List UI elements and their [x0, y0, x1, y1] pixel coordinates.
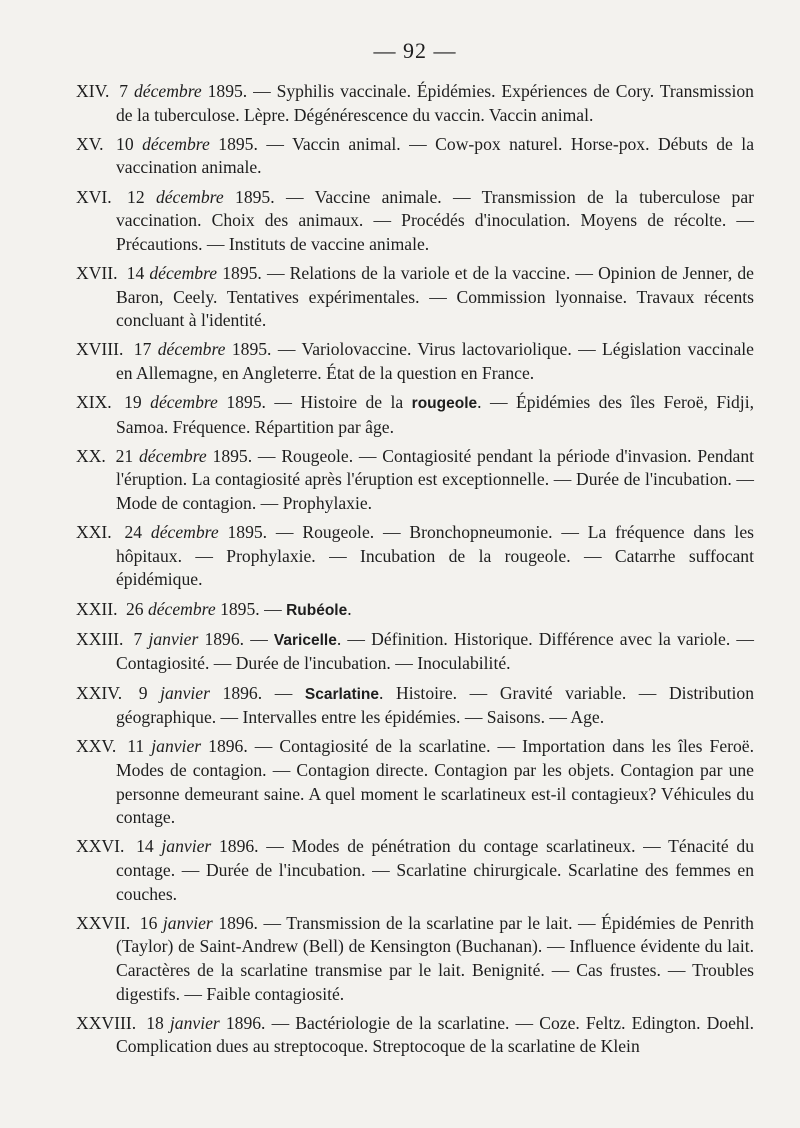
lecture-entry-xix: XIX. 19 décembre 1895. — Histoire de la rougeole. — Épidémies des îles Feroë, Fidji, Samoa. Fréquence. Répartition par âge.	[76, 392, 754, 437]
lecture-entry-xx: XX. 21 décembre 1895. — Rougeole. — Contagiosité pendant la période d'invasion. Pendant l'éruption. La contagiosité après l'éruption est exceptionnelle. — Durée de l'incubation. — Mode de contagion. — Prophylaxie.	[76, 445, 754, 514]
entry-number: XVIII.	[76, 339, 124, 360]
entry-text: Rougeole. — Bronchopneumonie. — La fréquence dans les hôpitaux. — Prophylaxie. — Incubation de la rougeole. — Catarrhe suffocant épidémique.	[116, 522, 754, 590]
entry-date: 14 décembre 1895.	[126, 262, 262, 283]
entry-text: Rougeole. — Contagiosité pendant la période d'invasion. Pendant l'éruption. La contagiosité après l'éruption est exceptionnelle. — Durée de l'incubation. — Mode de contagion. — Prophylaxie.	[116, 445, 754, 514]
entry-text: Variolovaccine. Virus lactovariolique. — Législation vaccinale en Allemagne, en Angleterre. État de la question en France.	[116, 339, 754, 383]
entry-text: Vaccine animale. — Transmission de la tuberculose par vaccination. Choix des animaux. — Procédés d'inoculation. Moyens de récolte. — Précautions. — Instituts de vaccine animale.	[116, 186, 754, 254]
entry-text: Syphilis vaccinale. Épidémies. Expériences de Cory. Transmission de la tuberculose. Lèpre. Dégénérescence du vaccin. Vaccin animal.	[116, 81, 754, 125]
lecture-entry-xxiv: XXIV. 9 janvier 1896. — Scarlatine. Histoire. — Gravité variable. — Distribution géographique. — Intervalles entre les épidémies. — Saisons. — Age.	[76, 682, 755, 728]
entry-bold-term: Scarlatine	[304, 685, 380, 703]
entry-text: Contagiosité de la scarlatine. — Importation dans les îles Feroë. Modes de contagion. — Contagion directe. Contagion par les objets. Contagion par une personne demeurant saine. A quel moment le scarlatineux est-il contagieux? Véhicules du contage.	[116, 736, 754, 828]
entry-date: 7 décembre 1895.	[119, 81, 248, 101]
entry-date: 17 décembre 1895.	[133, 339, 272, 360]
entry-number: XXII.	[76, 598, 118, 619]
entry-number: XXV.	[76, 736, 117, 757]
entry-date: 10 décembre 1895.	[116, 133, 258, 154]
entry-date: 26 décembre 1895.	[125, 598, 260, 619]
entry-number: XXIII.	[76, 628, 124, 649]
entry-number: XV.	[76, 133, 104, 154]
entry-number: XXIV.	[76, 682, 123, 703]
lecture-entry-xxiii: XXIII. 7 janvier 1896. — Varicelle. — Définition. Historique. Différence avec la variole. — Contagiosité. — Durée de l'incubation. — Inoculabilité.	[76, 628, 754, 674]
entry-number: XVI.	[76, 186, 112, 207]
entry-text: Histoire de la	[300, 392, 404, 413]
entry-number: XVII.	[76, 262, 118, 283]
lecture-entry-xvi: XVI. 12 décembre 1895. — Vaccine animale. — Transmission de la tuberculose par vaccination. Choix des animaux. — Procédés d'inoculation. Moyens de récolte. — Précautions. — Instituts de vaccine animale.	[76, 186, 754, 254]
entry-number: XIV.	[76, 81, 110, 101]
entry-number: XX.	[76, 445, 106, 466]
entry-number: XXVIII.	[76, 1012, 137, 1033]
entry-date: 12 décembre 1895.	[127, 186, 275, 207]
lecture-entry-xxii: XXII. 26 décembre 1895. — Rubéole.	[76, 598, 352, 619]
entry-text: Transmission de la scarlatine par le lait. — Épidémies de Penrith (Taylor) de Saint-Andrew (Bell) de Kensington (Buchanan). — Influence évidente du lait. Caractères de la scarlatine transmise par le lait. Benignité. — Cas frustes. — Troubles digestifs. — Faible contagiosité.	[116, 912, 754, 1004]
entry-bold-term: rougeole	[411, 395, 478, 413]
entry-text: Relations de la variole et de la vaccine. — Opinion de Jenner, de Baron, Ceely. Tentatives expérimentales. — Commission lyonnaise. Travaux récents concluant à l'identité.	[116, 262, 754, 331]
entry-number: XXVII.	[76, 912, 131, 933]
lecture-entry-xiv: XIV. 7 décembre 1895. — Syphilis vaccinale. Épidémies. Expériences de Cory. Transmission de la tuberculose. Lèpre. Dégénérescence du vaccin. Vaccin animal.	[76, 81, 754, 125]
entry-text: Vaccin animal. — Cow-pox naturel. Horse-pox. Débuts de la vaccination animale.	[116, 133, 755, 178]
entry-date: 7 janvier 1896.	[133, 628, 245, 649]
entry-date: 18 janvier 1896.	[146, 1012, 266, 1033]
entry-date: 14 janvier 1896.	[136, 836, 259, 857]
entry-text: . — Définition. Historique. Différence avec la variole. — Contagiosité. — Durée de l'incubation. — Inoculabilité.	[116, 628, 754, 674]
entry-text: Modes de pénétration du contage scarlatineux. — Ténacité du contage. — Durée de l'incubation. — Scarlatine chirurgicale. Scarlatine des femmes en couches.	[116, 836, 755, 904]
page-number: — 92 —	[373, 38, 457, 63]
entry-date: 21 décembre 1895.	[115, 445, 253, 466]
lecture-entry-xv: XV. 10 décembre 1895. — Vaccin animal. — Cow-pox naturel. Horse-pox. Débuts de la vaccination animale.	[76, 133, 755, 178]
entry-date: 11 janvier 1896.	[127, 736, 248, 757]
lecture-entry-xxvii: XXVII. 16 janvier 1896. — Transmission de la scarlatine par le lait. — Épidémies de Penrith (Taylor) de Saint-Andrew (Bell) de Kensington (Buchanan). — Influence évidente du lait. Caractères de la scarlatine transmise par le lait. Benignité. — Cas frustes. — Troubles digestifs. — Faible contagiosité.	[76, 912, 754, 1004]
lecture-entry-xxviii: XXVIII. 18 janvier 1896. — Bactériologie de la scarlatine. — Coze. Feltz. Edington. Doehl. Complication dues au streptocoque. Streptocoque de la scarlatine de Klein	[76, 1012, 754, 1057]
entry-date: 24 décembre 1895.	[124, 522, 268, 543]
entry-date: 16 janvier 1896.	[139, 912, 258, 933]
entry-text: Bactériologie de la scarlatine. — Coze. Feltz. Edington. Doehl. Complication dues au streptocoque. Streptocoque de la scarlatine de Klein	[116, 1012, 754, 1057]
entry-number: XXVI.	[76, 836, 125, 857]
entry-bold-term: Varicelle	[273, 631, 337, 649]
entry-date: 9 janvier 1896.	[138, 682, 263, 703]
lecture-entry-xxv: XXV. 11 janvier 1896. — Contagiosité de la scarlatine. — Importation dans les îles Feroë. Modes de contagion. — Contagion directe. Contagion par les objets. Contagion par une personne demeurant saine. A quel moment le scarlatineux est-il contagieux? Véhicules du contage.	[76, 736, 754, 828]
entry-text: .	[347, 598, 352, 619]
entry-bold-term: Rubéole	[286, 601, 348, 619]
entry-text: . Histoire. — Gravité variable. — Distribution géographique. — Intervalles entre les épidémies. — Saisons. — Age.	[116, 682, 755, 728]
lecture-entry-xvii: XVII. 14 décembre 1895. — Relations de la variole et de la vaccine. — Opinion de Jenner, de Baron, Ceely. Tentatives expérimentales. — Commission lyonnaise. Travaux récents concluant à l'identité.	[76, 262, 754, 331]
lecture-entry-xviii: XVIII. 17 décembre 1895. — Variolovaccine. Virus lactovariolique. — Législation vaccinale en Allemagne, en Angleterre. État de la question en France.	[76, 339, 754, 383]
entry-number: XIX.	[76, 392, 112, 413]
lecture-entry-xxi: XXI. 24 décembre 1895. — Rougeole. — Bronchopneumonie. — La fréquence dans les hôpitaux. — Prophylaxie. — Incubation de la rougeole. — Catarrhe suffocant épidémique.	[76, 522, 754, 590]
entry-date: 19 décembre 1895.	[124, 392, 266, 413]
entry-text: . — Épidémies des îles Feroë, Fidji, Samoa. Fréquence. Répartition par âge.	[116, 392, 754, 437]
lecture-entry-xxvi: XXVI. 14 janvier 1896. — Modes de pénétration du contage scarlatineux. — Ténacité du contage. — Durée de l'incubation. — Scarlatine chirurgicale. Scarlatine des femmes en couches.	[76, 836, 755, 904]
entry-number: XXI.	[76, 522, 112, 543]
